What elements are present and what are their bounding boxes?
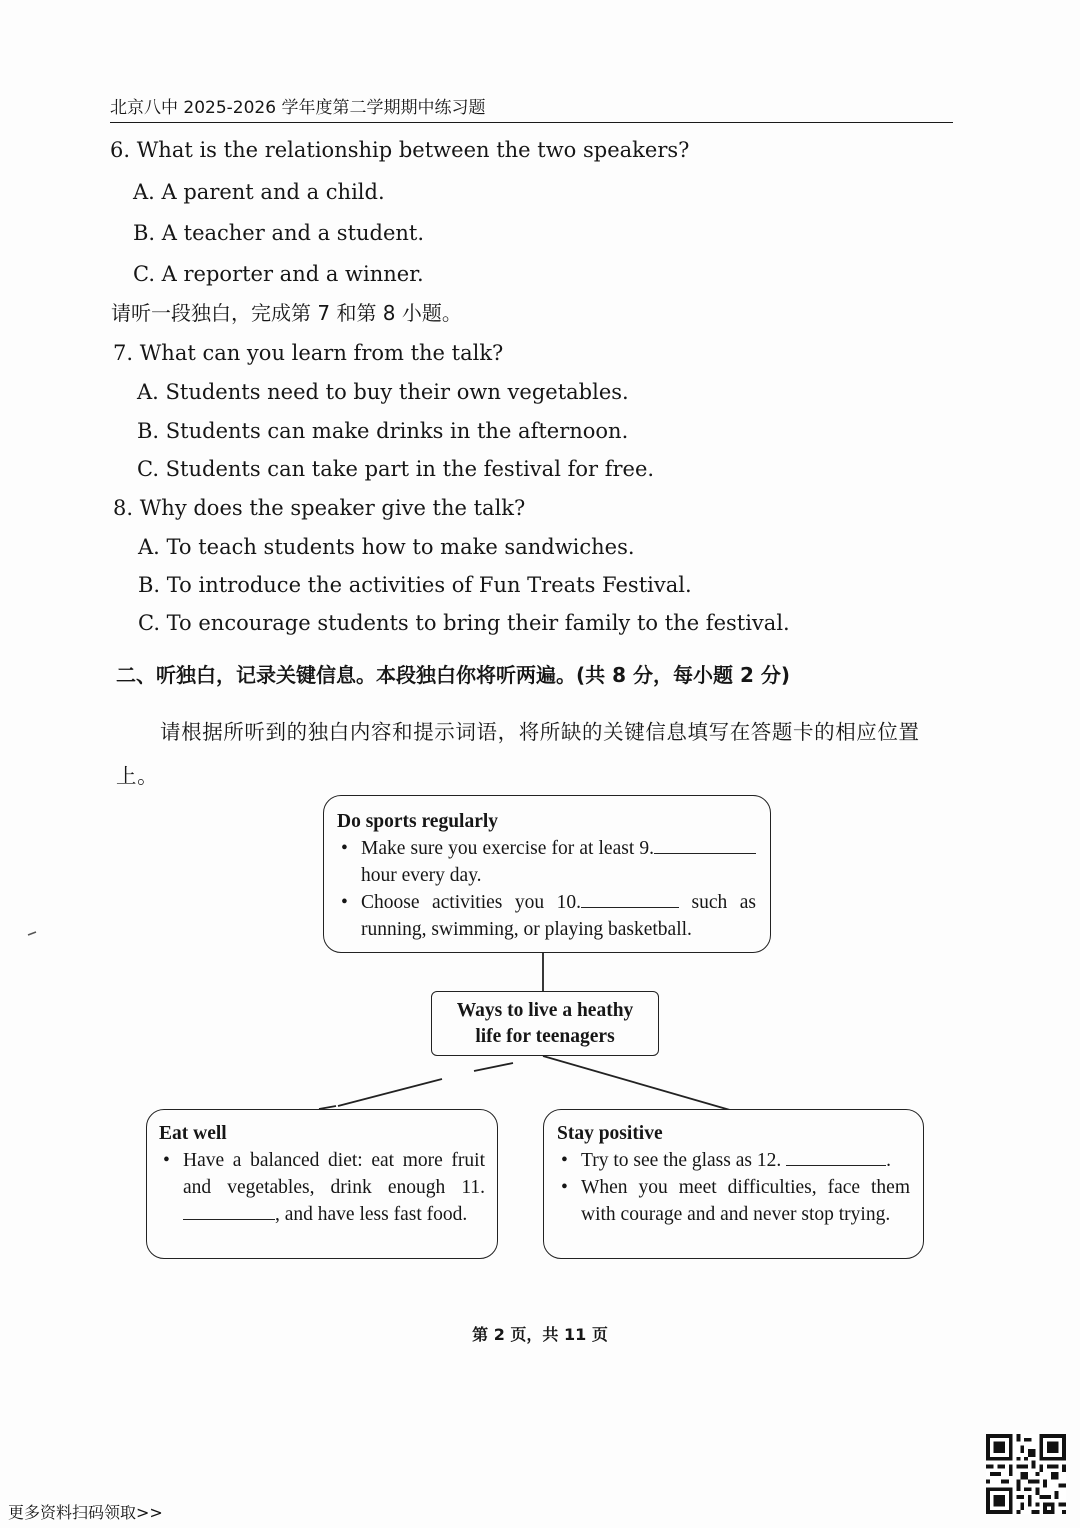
question-7-option-c: C. Students can take part in the festival for free. bbox=[137, 457, 655, 481]
center-line-1: Ways to live a heathy bbox=[456, 1000, 634, 1021]
stay-positive-bullet-1: • Try to see the glass as 12. . bbox=[557, 1147, 910, 1174]
mindmap-center-box bbox=[431, 991, 659, 1056]
question-6-option-b: B. A teacher and a student. bbox=[133, 221, 425, 245]
center-line-2: life for teenagers bbox=[475, 1026, 615, 1047]
stay-positive-box bbox=[543, 1109, 924, 1259]
blank-9[interactable] bbox=[654, 835, 756, 854]
blank-11[interactable] bbox=[183, 1201, 275, 1220]
question-7-option-b: B. Students can make drinks in the afternoon. bbox=[137, 419, 629, 443]
sports-bullet-1: • Make sure you exercise for at least 9.hour every day. bbox=[337, 835, 756, 889]
question-6-option-a: A. A parent and a child. bbox=[133, 180, 385, 204]
sports-bullet-2: • Choose activities you 10. such as running, swimming, or playing basketball. bbox=[337, 889, 756, 943]
page-footer: 第 2 页，共 11 页 bbox=[472, 1325, 608, 1344]
stay-positive-title: Stay positive bbox=[557, 1123, 663, 1144]
eat-well-bullet: • Have a balanced diet: eat more fruit and vegetables, drink enough 11., and have less fast food. bbox=[159, 1147, 485, 1228]
exam-header: 北京八中 2025-2026 学年度第二学期期中练习题 bbox=[110, 96, 953, 123]
question-7-option-a: A. Students need to buy their own vegetables. bbox=[137, 380, 629, 404]
listen-instruction: 请听一段独白，完成第 7 和第 8 小题。 bbox=[111, 301, 462, 325]
question-8-option-c: C. To encourage students to bring their family to the festival. bbox=[138, 611, 790, 635]
eat-well-box bbox=[146, 1109, 498, 1259]
section-2-instruction: 请根据所听到的独白内容和提示词语，将所缺的关键信息填写在答题卡的相应位置上。 bbox=[116, 720, 920, 788]
sports-title: Do sports regularly bbox=[337, 811, 499, 832]
sports-box bbox=[323, 795, 771, 953]
question-8-stem: 8. Why does the speaker give the talk? bbox=[113, 496, 526, 520]
question-8-option-b: B. To introduce the activities of Fun Treats Festival. bbox=[138, 573, 692, 597]
question-8-option-a: A. To teach students how to make sandwiches. bbox=[138, 535, 635, 559]
section-2-heading: 二、听独白，记录关键信息。本段独白你将听两遍。(共 8 分，每小题 2 分) bbox=[116, 663, 790, 687]
more-info-link[interactable]: 更多资料扫码领取>> bbox=[8, 1503, 163, 1522]
question-6-stem: 6. What is the relationship between the two speakers? bbox=[110, 138, 690, 162]
blank-12[interactable] bbox=[786, 1147, 886, 1166]
blank-10[interactable] bbox=[581, 889, 679, 908]
qr-code-icon[interactable] bbox=[986, 1434, 1066, 1514]
question-7-stem: 7. What can you learn from the talk? bbox=[113, 341, 504, 365]
eat-well-title: Eat well bbox=[159, 1123, 227, 1144]
question-6-option-c: C. A reporter and a winner. bbox=[133, 262, 424, 286]
stay-positive-bullet-2: • When you meet difficulties, face them with courage and and never stop trying. bbox=[557, 1174, 910, 1228]
